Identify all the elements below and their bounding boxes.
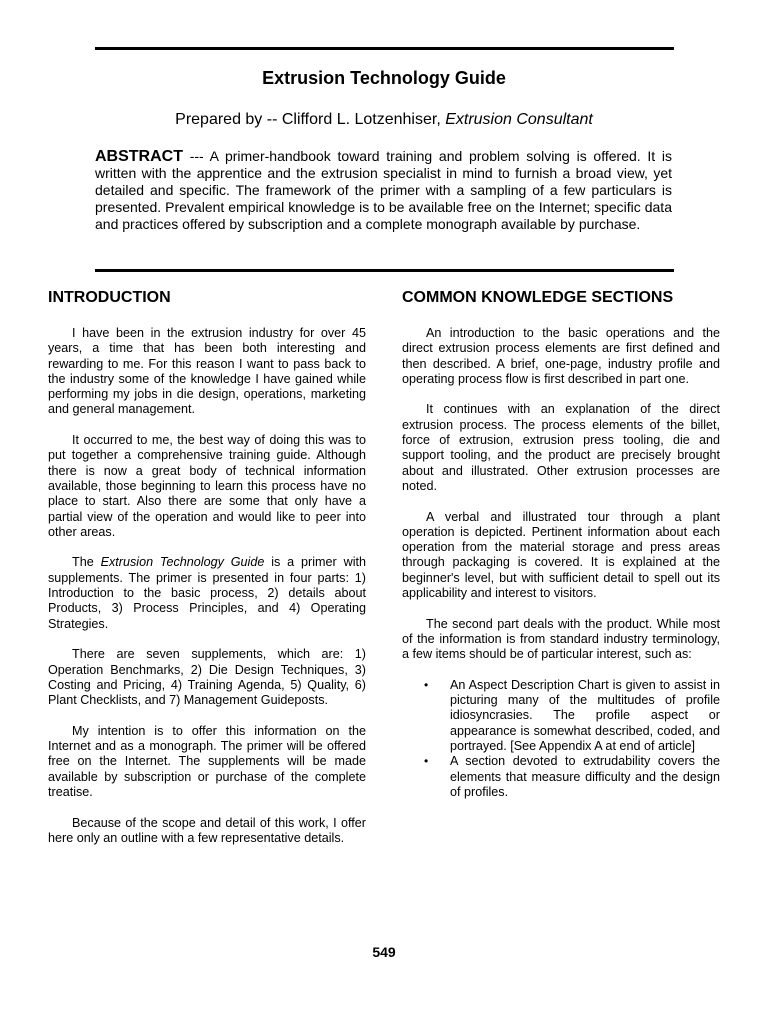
section-heading-common-knowledge: COMMON KNOWLEDGE SECTIONS [402,289,674,306]
intro-paragraph-3 [48,555,366,631]
common-paragraph-3: A verbal and illustrated tour through a plant operation is depicted. Pertinent information about each operation from the material storage and press areas through packaging is covered. It is explained at the beginner's level, but with sufficient detail to spell out its applicability and interest to visitors. [402,509,720,601]
top-rule [95,47,674,50]
section-heading-introduction: INTRODUCTION [48,289,171,306]
common-paragraph-4: The second part deals with the product. While most of the information is from standard industry terminology, a few items should be of particular interest, such as: [402,616,720,662]
list-item [402,678,720,754]
page-number: 549 [372,944,396,960]
common-paragraph-1: An introduction to the basic operations and the direct extrusion process elements are first defined and then described. A brief, one-page, industry profile and operating process flow is first described in part one. [402,326,720,386]
abstract-label: ABSTRACT [95,148,183,165]
intro-paragraph-2: It occurred to me, the best way of doing this was to put together a comprehensive training guide. Although there is now a great body of technical information available, those beginning to learn this process have no place to start. Also there are some that only have a partial view of the operation and would like to peer into other areas. [48,433,366,539]
intro-paragraph-5: My intention is to offer this information on the Internet and as a monograph. The primer will be offered free on the Internet. The supplements will be made available by subscription or purchase of the complete treatise. [48,723,366,799]
left-column [48,288,366,861]
intro-paragraph-4: There are seven supplements, which are: 1) Operation Benchmarks, 2) Die Design Techniques, 3) Costing and Pricing, 4) Training Agenda, 5) Quality, 6) Plant Checklists, and 7) Management Guideposts. [48,647,366,708]
list-item [402,754,720,800]
bullet-icon: • [424,754,429,769]
paper-title: Extrusion Technology Guide [262,68,506,88]
intro-p3-post: is a primer with supplements. The primer is presented in four parts: 1) Introduction to the basic process, 2) details about Products, 3) Process Principles, and 4) Operating Strategies. [48,555,366,631]
right-column [402,288,720,800]
byline [0,111,768,129]
common-paragraph-2: It continues with an explanation of the direct extrusion process. The process elements of the billet, force of extrusion, extrusion press tooling, die and support tooling, and the product are precisely brought about and illustrated. Other extrusion processes are noted. [402,402,720,493]
abstract-text: --- A primer-handbook toward training and problem solving is offered. It is written with the apprentice and the extrusion specialist in mind to furnish a broad view, yet detailed and specific. The framework of the primer with a sampling of a few particulars is presented. Prevalent empirical knowledge is to be available free on the Internet; specific data and practices offered by subscription and a complete monograph available by purchase. [95,148,672,232]
bottom-rule [95,269,674,272]
abstract [95,148,672,233]
intro-p3-title: Extrusion Technology Guide [100,555,265,570]
intro-p3-pre: The [72,555,101,570]
intro-paragraph-1: I have been in the extrusion industry for over 45 years, a time that has been both interesting and rewarding to me. For this reason I want to pass back to the industry some of the knowledge I have gained while performing my jobs in die design, operations, marketing and general management. [48,326,366,417]
byline-role: Extrusion Consultant [445,111,593,128]
byline-author: Prepared by -- Clifford L. Lotzenhiser, [175,111,446,128]
intro-paragraph-6: Because of the scope and detail of this work, I offer here only an outline with a few representative details. [48,815,366,845]
list-item-text: A section devoted to extrudability covers the elements that measure difficulty and the design of profiles. [450,754,720,799]
bullet-list [402,678,720,800]
bullet-icon: • [424,677,429,692]
list-item-text: An Aspect Description Chart is given to assist in picturing many of the multitudes of profile idiosyncrasies. The profile aspect or appearance is somewhat described, coded, and portrayed. [See Appendix A at end of article] [450,677,720,754]
